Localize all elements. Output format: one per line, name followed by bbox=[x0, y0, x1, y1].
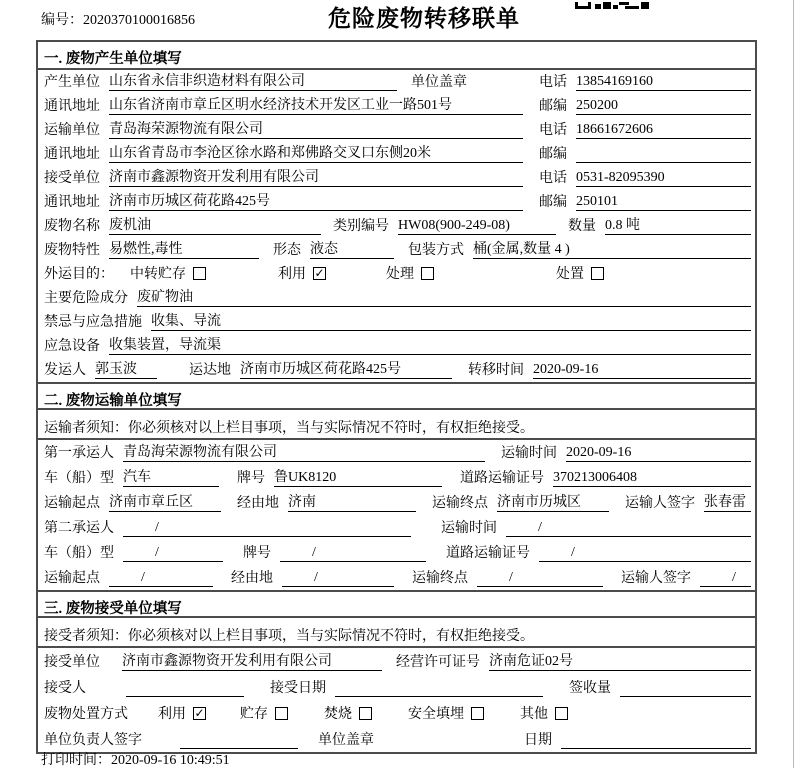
receiver-phone-value: 0531-82095390 bbox=[576, 170, 751, 187]
document-header bbox=[0, 0, 796, 40]
route1-end-value: 济南市历城区 bbox=[497, 491, 609, 512]
purpose-dispose-checkbox bbox=[591, 267, 604, 280]
producer-phone-label: 电话 bbox=[539, 75, 567, 90]
permit2-value: / bbox=[539, 545, 751, 562]
transporter-postcode-value bbox=[576, 146, 751, 163]
receive-date-value bbox=[335, 680, 543, 697]
transporter-address-row bbox=[38, 142, 755, 166]
route1-start-label: 运输起点 bbox=[44, 496, 100, 511]
disposal-other-label: 其他 bbox=[520, 707, 548, 722]
route1-start-value: 济南市章丘区 bbox=[109, 491, 221, 512]
equipment-value: 收集装置，导流渠 bbox=[109, 334, 751, 355]
receiver-postcode-value: 250101 bbox=[576, 194, 751, 211]
vehicle1-type-value: 汽车 bbox=[123, 466, 219, 487]
carrier1-time-label: 运输时间 bbox=[501, 446, 557, 461]
carrier1-value: 青岛海荣源物流有限公司 bbox=[123, 441, 485, 462]
route1-sign-value: 张春雷 bbox=[704, 491, 751, 512]
qr-code-fragment bbox=[575, 0, 653, 16]
disposal-other-checkbox bbox=[555, 707, 568, 720]
sign-date-label: 日期 bbox=[524, 733, 552, 748]
route2-via-label: 经由地 bbox=[231, 571, 273, 586]
print-time-label: 打印时间： bbox=[41, 753, 111, 768]
equipment-row bbox=[38, 334, 755, 358]
doc-number-label: 编号： bbox=[41, 13, 83, 28]
transporter-phone-value: 18661672606 bbox=[576, 122, 751, 139]
transporter-address-value: 山东省青岛市李沧区徐水路和郑佛路交叉口东侧20米 bbox=[109, 142, 523, 163]
receiver-value: 济南市鑫源物资开发利用有限公司 bbox=[109, 166, 523, 187]
producer-value: 山东省永信非织造材料有限公司 bbox=[109, 70, 397, 91]
equipment-label: 应急设备 bbox=[44, 339, 100, 354]
purpose-option-treat-label: 处理 bbox=[386, 267, 414, 282]
unit-seal-label-2: 单位盖章 bbox=[318, 733, 374, 748]
vehicle2-row bbox=[38, 540, 755, 565]
transporter-notice: 运输者须知：你必须核对以上栏目事项，当与实际情况不符时，有权拒绝接受。 bbox=[38, 410, 755, 440]
transporter-label: 运输单位 bbox=[44, 123, 100, 138]
purpose-storage-checkbox bbox=[193, 267, 206, 280]
route2-row bbox=[38, 565, 755, 590]
receiver-notice: 接受者须知：你必须核对以上栏目事项，当与实际情况不符时，有权拒绝接受。 bbox=[38, 618, 755, 648]
permit1-label: 道路运输证号 bbox=[460, 471, 544, 486]
receiver-address-value: 济南市历城区荷花路425号 bbox=[109, 190, 523, 211]
doc-number-value: 2020370100016856 bbox=[83, 13, 195, 28]
transporter-phone-label: 电话 bbox=[539, 123, 567, 138]
waste-name-value: 废机油 bbox=[109, 214, 321, 235]
carrier1-row bbox=[38, 440, 755, 465]
route1-row bbox=[38, 490, 755, 515]
transporter-postcode-label: 邮编 bbox=[539, 147, 567, 162]
recipient-value bbox=[126, 680, 244, 697]
receive-unit-label: 接受单位 bbox=[44, 655, 100, 670]
waste-name-label: 废物名称 bbox=[44, 219, 100, 234]
print-time bbox=[41, 749, 230, 768]
disposal-use-label: 利用 bbox=[158, 707, 186, 722]
plate2-label: 牌号 bbox=[243, 546, 271, 561]
producer-row bbox=[38, 70, 755, 94]
vehicle2-type-value: / bbox=[123, 545, 223, 562]
producer-label: 产生单位 bbox=[44, 75, 100, 90]
route1-via-label: 经由地 bbox=[237, 496, 279, 511]
receive-date-label: 接受日期 bbox=[270, 681, 326, 696]
waste-traits-value: 易燃性,毒性 bbox=[109, 238, 259, 259]
received-amount-label: 签收量 bbox=[569, 681, 611, 696]
form-table bbox=[36, 40, 757, 754]
taboo-value: 收集、导流 bbox=[151, 310, 751, 331]
waste-name-row bbox=[38, 214, 755, 238]
category-code-label: 类别编号 bbox=[333, 219, 389, 234]
route2-sign-value: / bbox=[700, 570, 751, 587]
receiver-postcode-label: 邮编 bbox=[539, 195, 567, 210]
route1-end-label: 运输终点 bbox=[432, 496, 488, 511]
route2-start-label: 运输起点 bbox=[44, 571, 100, 586]
license-value: 济南危证02号 bbox=[489, 650, 751, 671]
sign-date-value bbox=[561, 732, 751, 749]
route1-via-value: 济南 bbox=[288, 491, 416, 512]
transfer-time-label: 转移时间 bbox=[468, 363, 524, 378]
disposal-burn-checkbox bbox=[359, 707, 372, 720]
producer-postcode-value: 250200 bbox=[576, 98, 751, 115]
producer-address-label: 通讯地址 bbox=[44, 99, 100, 114]
transfer-time-value: 2020-09-16 bbox=[533, 362, 751, 379]
disposal-row bbox=[38, 700, 755, 726]
transporter-value: 青岛海荣源物流有限公司 bbox=[109, 118, 523, 139]
disposal-store-checkbox bbox=[275, 707, 288, 720]
carrier2-time-label: 运输时间 bbox=[441, 521, 497, 536]
vehicle2-type-label: 车（船）型 bbox=[44, 546, 114, 561]
receive-unit-value: 济南市鑫源物资开发利用有限公司 bbox=[122, 650, 382, 671]
recipient-row bbox=[38, 674, 755, 700]
carrier2-label: 第二承运人 bbox=[44, 521, 114, 536]
purpose-option-use-label: 利用 bbox=[278, 267, 306, 282]
permit2-label: 道路运输证号 bbox=[446, 546, 530, 561]
shipper-value: 郭玉波 bbox=[95, 358, 157, 379]
route2-end-label: 运输终点 bbox=[412, 571, 468, 586]
waste-traits-row bbox=[38, 238, 755, 262]
destination-value: 济南市历城区荷花路425号 bbox=[240, 358, 452, 379]
carrier1-time-value: 2020-09-16 bbox=[566, 445, 751, 462]
packaging-value: 桶(金属,数量 4 ) bbox=[473, 238, 751, 259]
receiver-address-label: 通讯地址 bbox=[44, 195, 100, 210]
disposal-landfill-label: 安全填埋 bbox=[408, 707, 464, 722]
receiver-phone-label: 电话 bbox=[539, 171, 567, 186]
disposal-store-label: 贮存 bbox=[240, 707, 268, 722]
taboo-label: 禁忌与应急措施 bbox=[44, 315, 142, 330]
shipper-row bbox=[38, 358, 755, 382]
receiver-address-row bbox=[38, 190, 755, 214]
recipient-label: 接受人 bbox=[44, 681, 86, 696]
hazard-label: 主要危险成分 bbox=[44, 291, 128, 306]
category-code-value: HW08(900-249-08) bbox=[398, 218, 556, 235]
route1-sign-label: 运输人签字 bbox=[625, 496, 695, 511]
receive-unit-row bbox=[38, 648, 755, 674]
producer-address-value: 山东省济南市章丘区明水经济技术开发区工业一路501号 bbox=[109, 94, 523, 115]
vehicle1-row bbox=[38, 465, 755, 490]
quantity-value: 0.8 吨 bbox=[605, 214, 751, 235]
purpose-row bbox=[38, 262, 755, 286]
carrier2-time-value: / bbox=[506, 520, 751, 537]
producer-postcode-label: 邮编 bbox=[539, 99, 567, 114]
route2-start-value: / bbox=[109, 570, 213, 587]
taboo-row bbox=[38, 310, 755, 334]
carrier2-row bbox=[38, 515, 755, 540]
waste-traits-label: 废物特性 bbox=[44, 243, 100, 258]
route2-end-value: / bbox=[477, 570, 603, 587]
responsible-sign-label: 单位负责人签字 bbox=[44, 733, 142, 748]
responsible-sign-value bbox=[180, 732, 298, 749]
packaging-label: 包装方式 bbox=[408, 243, 464, 258]
page-title: 危险废物转移联单 bbox=[328, 6, 520, 31]
hazard-row bbox=[38, 286, 755, 310]
form-label: 形态 bbox=[273, 243, 301, 258]
plate2-value: / bbox=[280, 545, 426, 562]
shipper-label: 发运人 bbox=[44, 363, 86, 378]
receiver-row bbox=[38, 166, 755, 190]
page-edge-line bbox=[793, 0, 794, 768]
section2-title: 二. 废物运输单位填写 bbox=[38, 382, 755, 410]
transporter-address-label: 通讯地址 bbox=[44, 147, 100, 162]
producer-address-row bbox=[38, 94, 755, 118]
plate1-label: 牌号 bbox=[237, 471, 265, 486]
route2-sign-label: 运输人签字 bbox=[621, 571, 691, 586]
print-time-value: 2020-09-16 10:49:51 bbox=[111, 753, 230, 768]
hazard-value: 废矿物油 bbox=[137, 286, 751, 307]
disposal-label: 废物处置方式 bbox=[44, 707, 128, 722]
purpose-option-storage-label: 中转贮存 bbox=[130, 267, 186, 282]
receiver-label: 接受单位 bbox=[44, 171, 100, 186]
permit1-value: 370213006408 bbox=[553, 470, 751, 487]
disposal-landfill-checkbox bbox=[471, 707, 484, 720]
destination-label: 运达地 bbox=[189, 363, 231, 378]
section1-title: 一. 废物产生单位填写 bbox=[38, 42, 755, 70]
vehicle1-type-label: 车（船）型 bbox=[44, 471, 114, 486]
quantity-label: 数量 bbox=[568, 219, 596, 234]
producer-phone-value: 13854169160 bbox=[576, 74, 751, 91]
doc-number bbox=[41, 9, 195, 29]
plate1-value: 鲁UK8120 bbox=[274, 466, 442, 487]
form-value: 液态 bbox=[310, 238, 394, 259]
purpose-label: 外运目的： bbox=[44, 267, 114, 282]
carrier1-label: 第一承运人 bbox=[44, 446, 114, 461]
purpose-treat-checkbox bbox=[421, 267, 434, 280]
transporter-row bbox=[38, 118, 755, 142]
purpose-use-checkbox: ✓ bbox=[314, 266, 325, 280]
purpose-option-dispose-label: 处置 bbox=[556, 267, 584, 282]
route2-via-value: / bbox=[282, 570, 394, 587]
disposal-burn-label: 焚烧 bbox=[324, 707, 352, 722]
carrier2-value: / bbox=[123, 520, 411, 537]
unit-seal-label: 单位盖章 bbox=[411, 75, 467, 90]
section3-title: 三. 废物接受单位填写 bbox=[38, 590, 755, 618]
license-label: 经营许可证号 bbox=[396, 655, 480, 670]
disposal-use-checkbox: ✓ bbox=[194, 706, 205, 720]
received-amount-value bbox=[620, 680, 751, 697]
